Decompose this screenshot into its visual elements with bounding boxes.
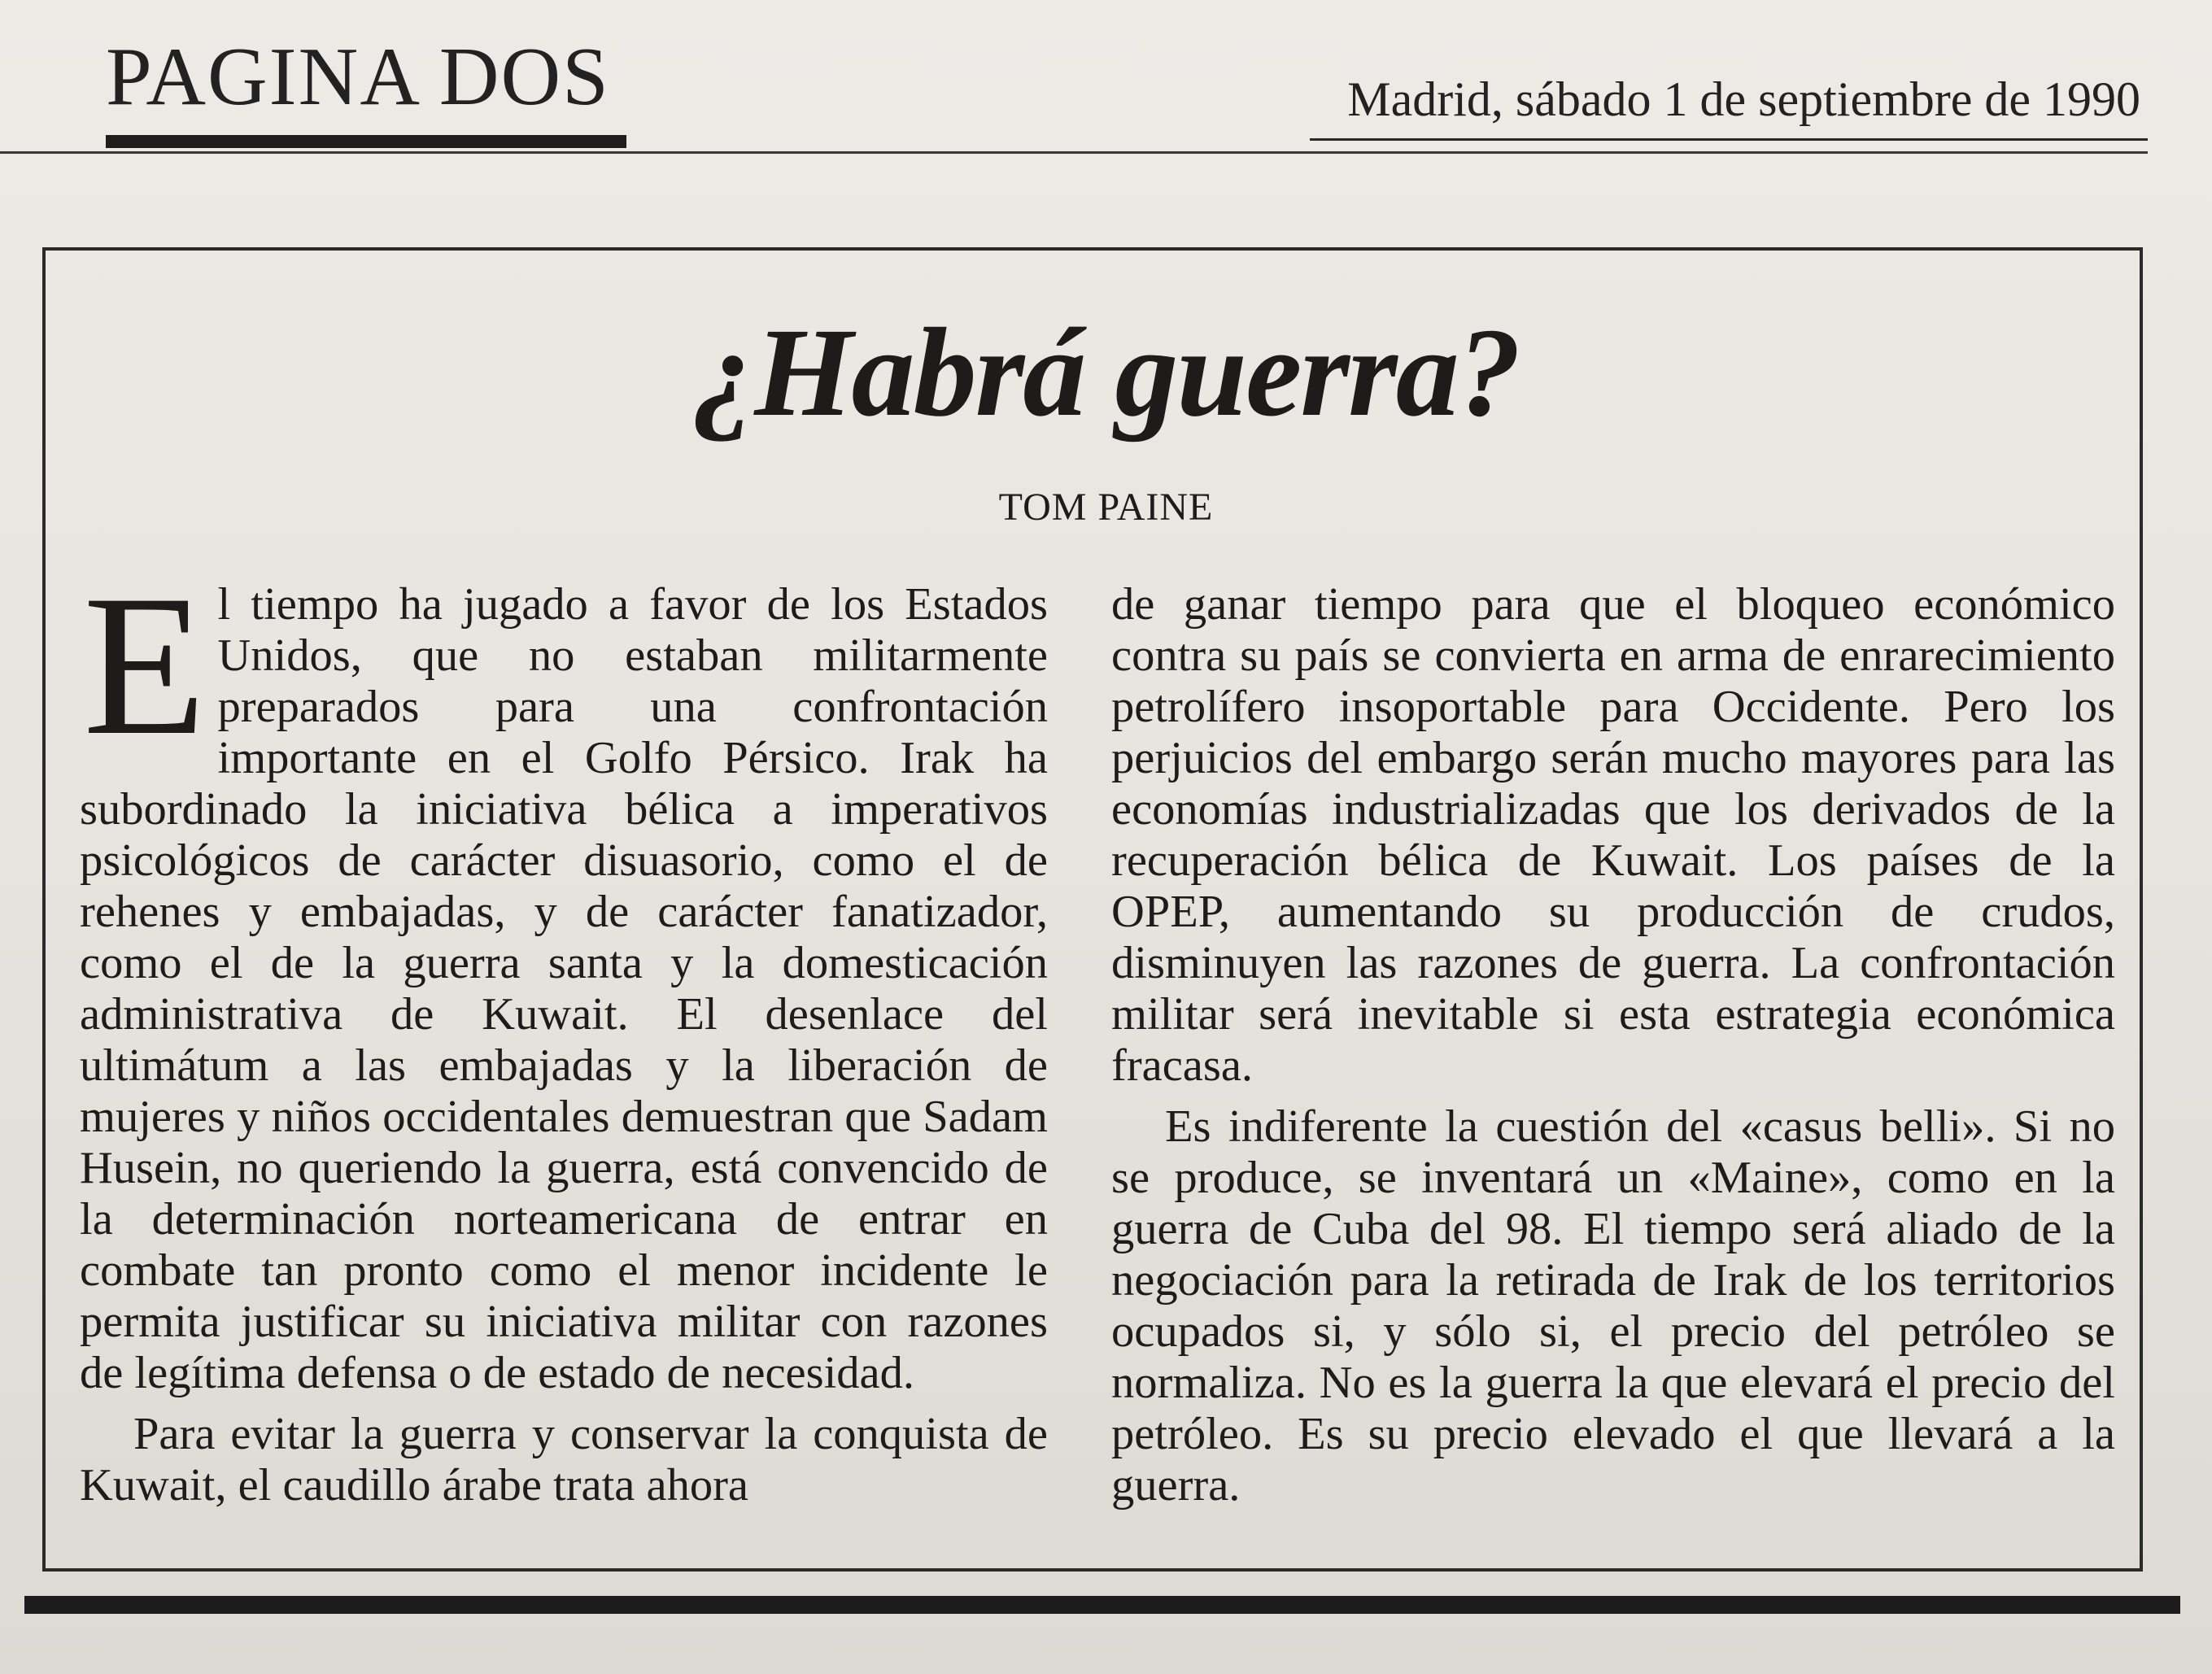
article-paragraph: Es indiferente la cuestión del «casus belli». Si no se produce, se inventará un «Maine», como en la guerra de Cuba del 98. El tiempo será aliado de la negociación para la retirada de Irak de los territorios ocupados si, y sólo si, el precio del petróleo se normaliza. No es la guerra la que elevará el precio del petróleo. Es su precio elevado el que llevará a la guerra.: [1111, 1101, 2115, 1511]
article-column-left: [80, 553, 1048, 1511]
article-paragraph: de ganar tiempo para que el bloqueo económico contra su país se convierta en arma de enrarecimiento petrolífero insoportable para Occidente. Pero los perjuicios del embargo serán mucho mayores para las economías industrializadas que los derivados de la recuperación bélica de Kuwait. Los países de la OPEP, aumentando su producción de crudos, disminuyen las razones de guerra. La confrontación militar será inevitable si esta estrategia económica fracasa.: [1111, 579, 2115, 1091]
section-title-underline: [106, 135, 626, 148]
article-paragraph: Para evitar la guerra y conservar la conquista de Kuwait, el caudillo árabe trata ahora: [80, 1409, 1048, 1511]
article-column-right: [1111, 579, 2115, 1511]
article-byline: TOM PAINE: [998, 486, 1214, 529]
header-rule: [0, 151, 2148, 154]
article-paragraph: [80, 553, 1048, 1399]
dateline-rule: [1310, 138, 2148, 141]
drop-cap: E: [83, 553, 207, 777]
paragraph-text: l tiempo ha jugado a favor de los Estados Unidos, que no estaban militarmente preparados para una confrontación importante en el Golfo Pérsico. Irak ha subordinado la iniciativa bélica a imperativos psicológicos de carácter disuasorio, como el de rehenes y embajadas, y de carácter fanatizador, como el de la guerra santa y la domesticación administrativa de Kuwait. El desenlace del ultimátum a las embajadas y la liberación de mujeres y niños occidentales demuestran que Sadam Husein, no queriendo la guerra, está convencido de la determinación norteamericana de entrar en combate tan pronto como el menor incidente le permita justificar su iniciativa militar con razones de legítima defensa o de estado de necesidad.: [80, 579, 1048, 1398]
dateline: Madrid, sábado 1 de septiembre de 1990: [1347, 72, 2140, 126]
footer-rule: [24, 1596, 2180, 1614]
section-title: PAGINA DOS: [106, 31, 610, 123]
article-headline: ¿Habrá guerra?: [692, 302, 1520, 442]
